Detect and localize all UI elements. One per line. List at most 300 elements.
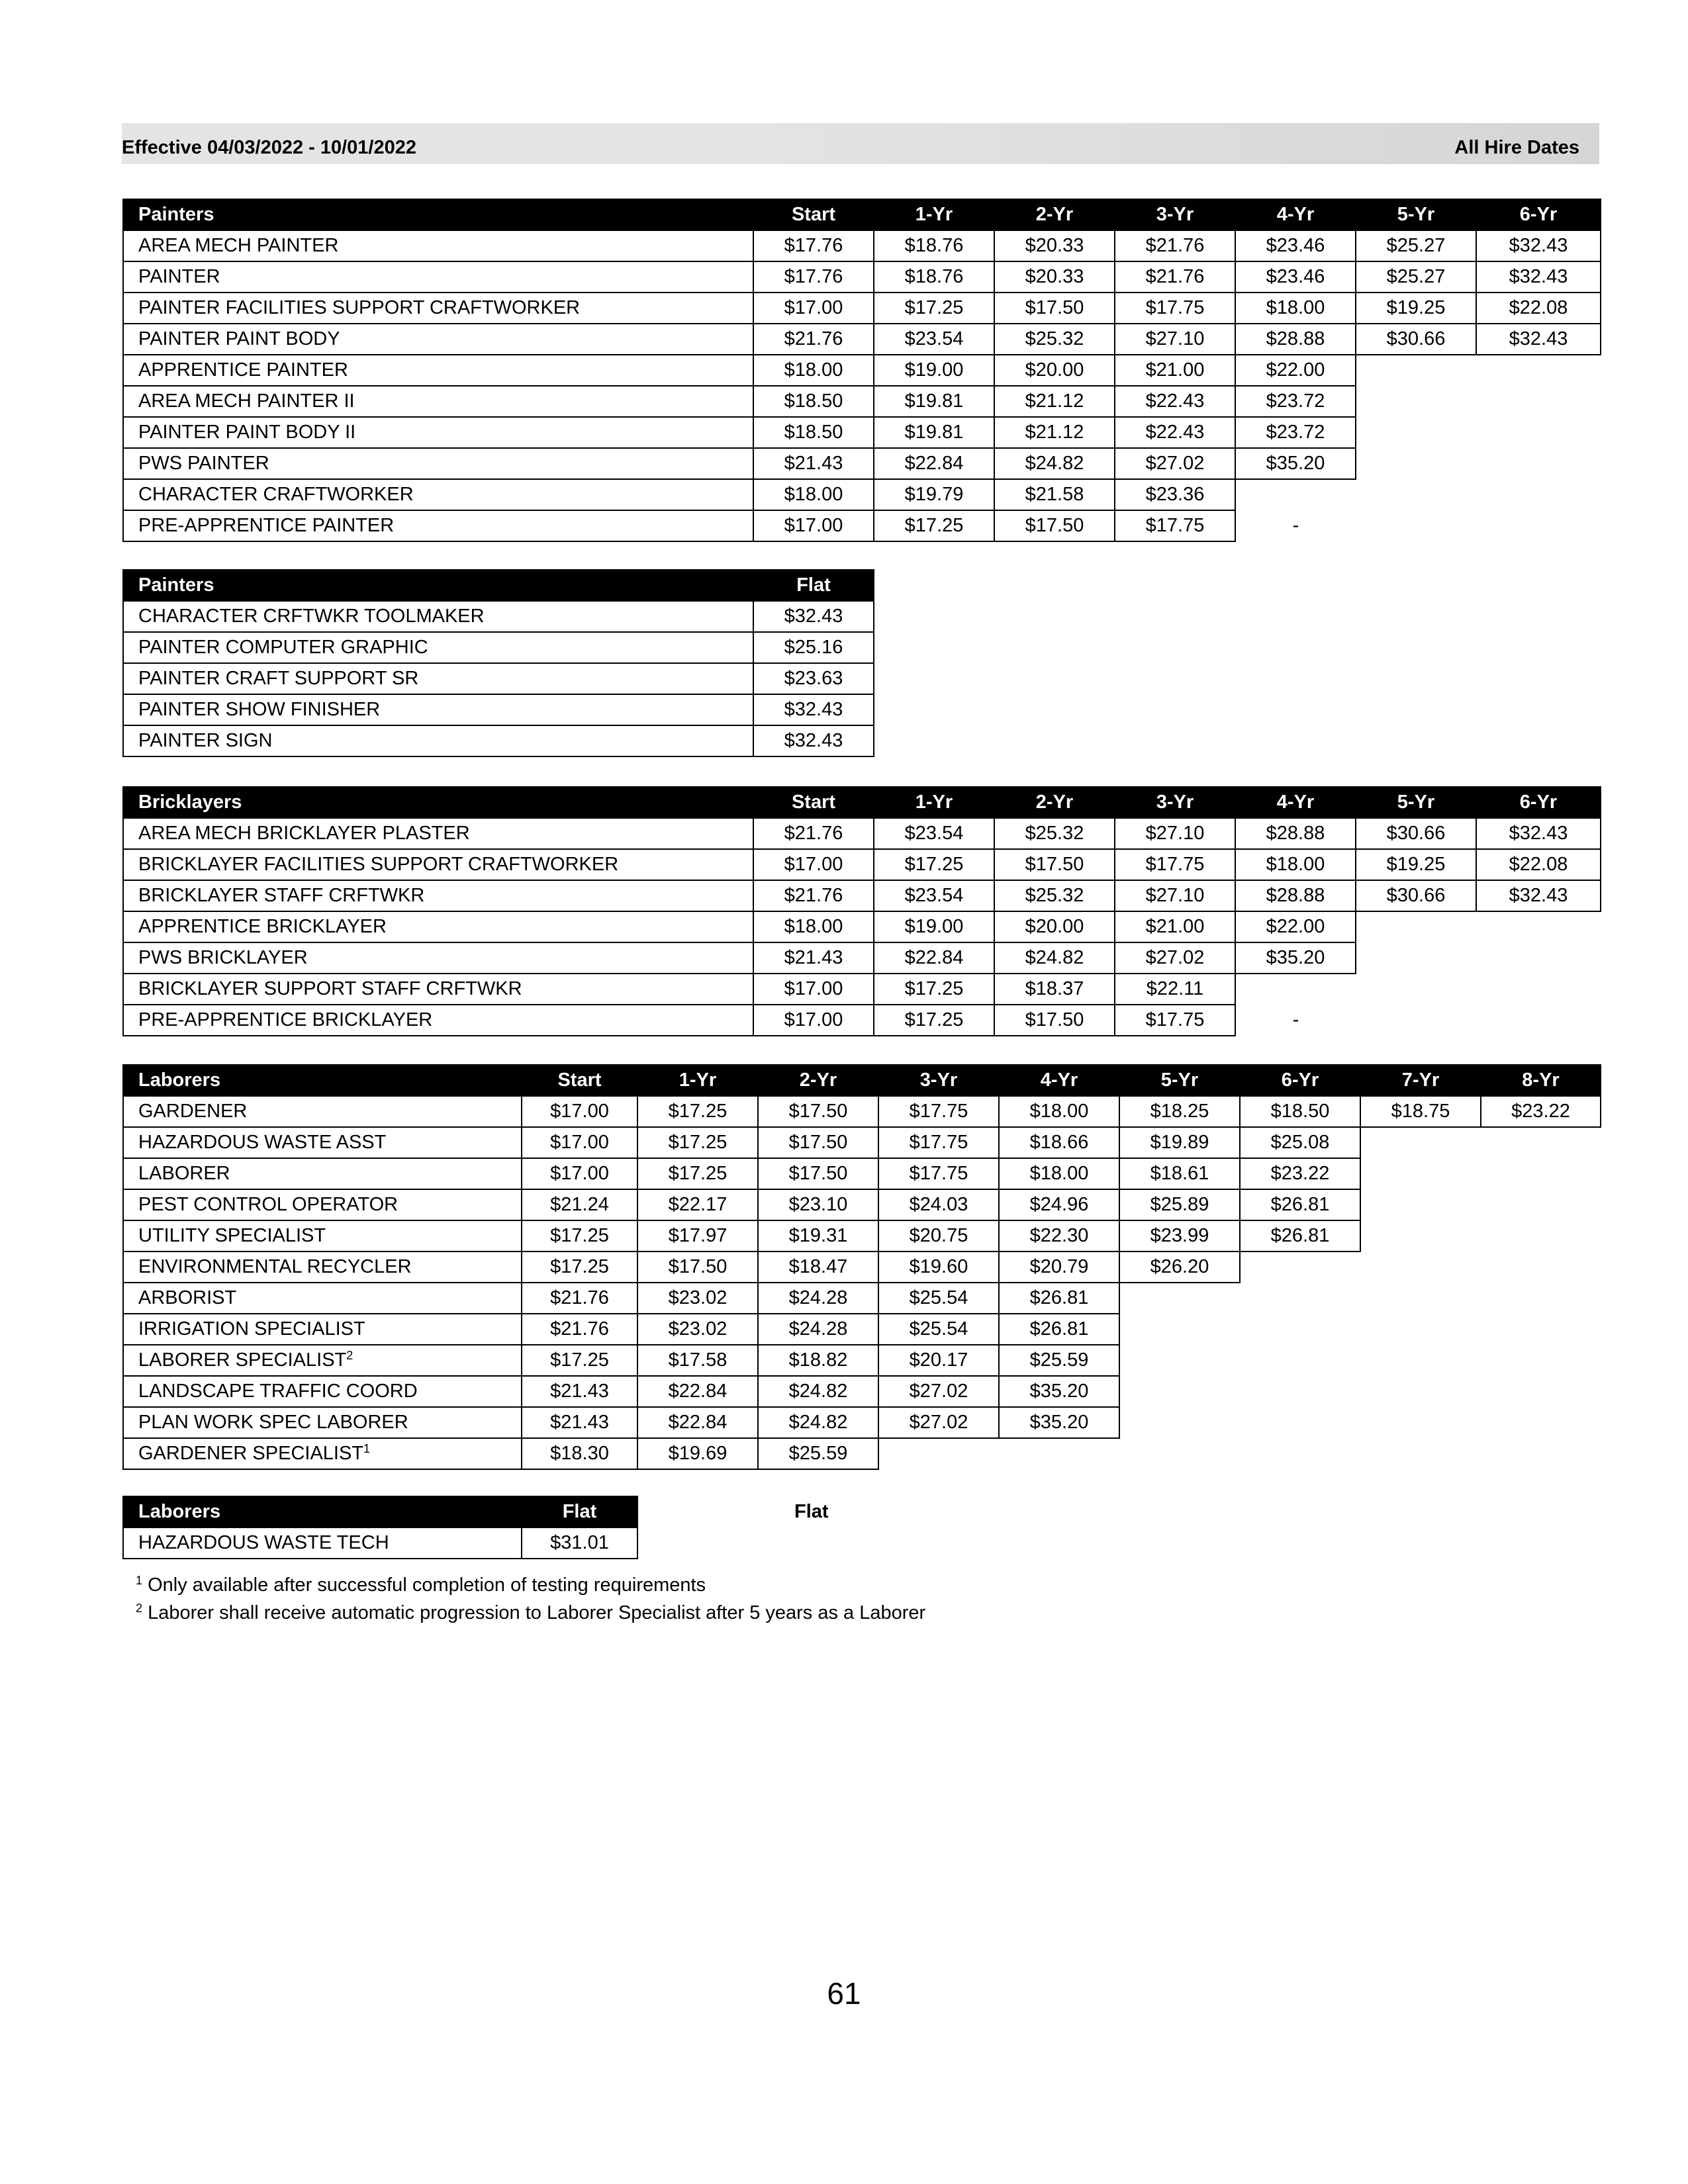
- wage-cell: $22.17: [637, 1189, 758, 1220]
- table-row: [123, 1407, 1601, 1438]
- wage-cell: $30.66: [1356, 880, 1476, 911]
- wage-cell: $17.00: [753, 974, 874, 1005]
- table-row: [123, 601, 874, 632]
- wage-cell: $23.99: [1119, 1220, 1240, 1251]
- wage-cell: $26.81: [1240, 1220, 1360, 1251]
- job-title: PEST CONTROL OPERATOR: [138, 1194, 399, 1215]
- wage-cell: $19.81: [874, 417, 994, 448]
- wage-cell: $23.72: [1235, 417, 1356, 448]
- empty-cell: [1476, 479, 1601, 510]
- wage-cell: $18.76: [874, 261, 994, 293]
- wage-cell: -: [1292, 1009, 1299, 1030]
- job-title: GARDENER SPECIALIST: [138, 1443, 364, 1464]
- empty-cell: [1476, 355, 1601, 386]
- page-number: 61: [827, 1976, 861, 2011]
- table-row: [123, 1251, 1601, 1283]
- job-title-cell: [123, 230, 753, 261]
- table-row: [123, 1220, 1601, 1251]
- job-title-cell: [123, 1376, 522, 1407]
- wage-cell: $23.63: [753, 663, 874, 694]
- job-title-cell: [123, 911, 753, 942]
- job-title: IRRIGATION SPECIALIST: [138, 1318, 365, 1340]
- wage-cell: $18.50: [1240, 1096, 1360, 1127]
- job-title-cell: [123, 1438, 522, 1469]
- job-title: LABORER: [138, 1163, 230, 1184]
- wage-cell: $20.75: [878, 1220, 999, 1251]
- painters-table: [122, 199, 1601, 542]
- column-header: 2-Yr: [994, 787, 1115, 818]
- empty-cell: [1356, 1005, 1476, 1036]
- empty-cell: [1481, 1127, 1601, 1158]
- wage-cell: $35.20: [1235, 942, 1356, 974]
- wage-cell: $17.00: [753, 1005, 874, 1036]
- empty-cell: [1360, 1438, 1481, 1469]
- empty-cell: [1476, 448, 1601, 479]
- wage-cell: $17.00: [753, 293, 874, 324]
- wage-cell: $32.43: [1476, 230, 1601, 261]
- wage-cell: $28.88: [1235, 818, 1356, 849]
- job-title-cell: [123, 479, 753, 510]
- table-row: [123, 1127, 1601, 1158]
- wage-cell: $17.50: [994, 510, 1115, 541]
- wage-cell: $19.81: [874, 386, 994, 417]
- wage-cell: $22.00: [1235, 355, 1356, 386]
- job-title-cell: [123, 417, 753, 448]
- wage-cell: $32.43: [753, 601, 874, 632]
- wage-cell: $31.01: [522, 1527, 637, 1559]
- wage-cell: $17.25: [874, 510, 994, 541]
- empty-cell: [1119, 1376, 1240, 1407]
- wage-cell: $23.46: [1235, 261, 1356, 293]
- table-row: [123, 324, 1601, 355]
- wage-cell: $17.50: [758, 1096, 878, 1127]
- job-title: BRICKLAYER SUPPORT STAFF CRFTWKR: [138, 978, 522, 999]
- column-header: Flat: [522, 1496, 637, 1527]
- wage-cell: $21.43: [753, 448, 874, 479]
- wage-cell: $20.79: [999, 1251, 1119, 1283]
- wage-cell: $21.76: [1115, 230, 1235, 261]
- wage-cell: $18.00: [1235, 849, 1356, 880]
- job-title-cell: [123, 1158, 522, 1189]
- wage-cell: $25.27: [1356, 261, 1476, 293]
- job-title: ENVIRONMENTAL RECYCLER: [138, 1256, 412, 1277]
- empty-cell: [1360, 1283, 1481, 1314]
- table-row: [123, 911, 1601, 942]
- empty-cell: [1360, 1158, 1481, 1189]
- footnote-2: [136, 1599, 925, 1627]
- column-header: 1-Yr: [874, 199, 994, 230]
- column-header: 4-Yr: [1235, 199, 1356, 230]
- wage-cell: $20.00: [994, 911, 1115, 942]
- wage-cell: $19.60: [878, 1251, 999, 1283]
- wage-cell: $26.81: [999, 1283, 1119, 1314]
- job-title: PAINTER FACILITIES SUPPORT CRAFTWORKER: [138, 297, 581, 318]
- wage-cell: $17.50: [758, 1158, 878, 1189]
- job-title: GARDENER: [138, 1101, 248, 1122]
- column-header: 5-Yr: [1356, 199, 1476, 230]
- empty-cell: [1481, 1407, 1601, 1438]
- job-title: PAINTER SIGN: [123, 725, 753, 756]
- wage-cell: $21.12: [994, 417, 1115, 448]
- job-title: PAINTER COMPUTER GRAPHIC: [123, 632, 753, 663]
- wage-cell: $22.43: [1115, 417, 1235, 448]
- wage-cell: $22.08: [1476, 293, 1601, 324]
- wage-cell: $27.02: [1115, 448, 1235, 479]
- empty-cell: [1481, 1189, 1601, 1220]
- wage-cell: $18.50: [753, 417, 874, 448]
- empty-cell: [1476, 911, 1601, 942]
- empty-cell: [1360, 1314, 1481, 1345]
- table-row: [123, 1096, 1601, 1127]
- job-title: HAZARDOUS WASTE ASST: [138, 1132, 387, 1153]
- wage-cell: $17.25: [874, 849, 994, 880]
- wage-cell: $21.76: [522, 1283, 637, 1314]
- empty-cell: [1235, 479, 1356, 510]
- empty-cell: [1356, 479, 1476, 510]
- job-title: HAZARDOUS WASTE TECH: [123, 1527, 522, 1559]
- wage-cell: $22.30: [999, 1220, 1119, 1251]
- wage-cell: $18.66: [999, 1127, 1119, 1158]
- empty-cell: [1481, 1345, 1601, 1376]
- footnote-ref: 2: [346, 1349, 353, 1362]
- wage-cell: $25.32: [994, 880, 1115, 911]
- empty-cell: [1356, 386, 1476, 417]
- wage-cell: $32.43: [1476, 324, 1601, 355]
- empty-cell: [1119, 1345, 1240, 1376]
- table-row: [123, 1345, 1601, 1376]
- wage-cell: $17.25: [637, 1158, 758, 1189]
- wage-cell: $18.00: [753, 911, 874, 942]
- table-row: [123, 448, 1601, 479]
- empty-cell: [1481, 1251, 1601, 1283]
- laborers-table: [122, 1064, 1601, 1470]
- wage-cell: $23.10: [758, 1189, 878, 1220]
- empty-cell: [1360, 1127, 1481, 1158]
- empty-cell: [1360, 1376, 1481, 1407]
- job-title: UTILITY SPECIALIST: [138, 1225, 326, 1246]
- job-title: PAINTER SHOW FINISHER: [123, 694, 753, 725]
- wage-cell: $19.79: [874, 479, 994, 510]
- job-title-cell: [123, 1005, 753, 1036]
- flat-side-label: Flat: [794, 1501, 829, 1522]
- table-row: [123, 230, 1601, 261]
- wage-cell: $18.47: [758, 1251, 878, 1283]
- empty-cell: [1356, 355, 1476, 386]
- table-row: [123, 1283, 1601, 1314]
- wage-cell: $23.02: [637, 1314, 758, 1345]
- wage-cell: $25.08: [1240, 1127, 1360, 1158]
- wage-cell: $26.20: [1119, 1251, 1240, 1283]
- wage-cell: $21.43: [522, 1407, 637, 1438]
- wage-cell: $17.00: [522, 1096, 637, 1127]
- wage-cell: $32.43: [1476, 880, 1601, 911]
- table-row: [123, 1189, 1601, 1220]
- empty-cell: [878, 1438, 999, 1469]
- hire-dates-label: All Hire Dates: [1454, 137, 1579, 158]
- column-header: Start: [753, 199, 874, 230]
- job-title: PWS PAINTER: [138, 453, 269, 474]
- wage-cell: $25.32: [994, 324, 1115, 355]
- empty-cell: [1119, 1314, 1240, 1345]
- empty-cell: [1235, 974, 1356, 1005]
- column-header: Start: [522, 1065, 637, 1096]
- job-title: PAINTER: [138, 266, 220, 287]
- empty-cell: [1356, 417, 1476, 448]
- wage-cell: $17.75: [878, 1127, 999, 1158]
- empty-cell: [1476, 417, 1601, 448]
- empty-cell: [1119, 1438, 1240, 1469]
- wage-cell: $21.76: [522, 1314, 637, 1345]
- job-title: PAINTER CRAFT SUPPORT SR: [123, 663, 753, 694]
- wage-cell: $20.00: [994, 355, 1115, 386]
- wage-cell: $24.28: [758, 1314, 878, 1345]
- job-title: PAINTER PAINT BODY II: [138, 422, 356, 443]
- wage-cell: $21.76: [753, 818, 874, 849]
- wage-cell: $19.25: [1356, 849, 1476, 880]
- wage-cell: $24.82: [758, 1407, 878, 1438]
- wage-cell: $17.25: [522, 1251, 637, 1283]
- wage-cell: $24.82: [994, 448, 1115, 479]
- wage-cell: $25.32: [994, 818, 1115, 849]
- wage-cell: $22.11: [1115, 974, 1235, 1005]
- wage-cell: $21.76: [1115, 261, 1235, 293]
- job-title-cell: [123, 942, 753, 974]
- table-row: [123, 1438, 1601, 1469]
- wage-cell: $17.00: [522, 1158, 637, 1189]
- wage-cell: $17.76: [753, 230, 874, 261]
- wage-cell: $27.10: [1115, 818, 1235, 849]
- wage-cell: $22.84: [874, 942, 994, 974]
- job-title: LANDSCAPE TRAFFIC COORD: [138, 1381, 418, 1402]
- wage-cell: $23.22: [1481, 1096, 1601, 1127]
- empty-cell: [1356, 448, 1476, 479]
- wage-cell: $22.84: [874, 448, 994, 479]
- wage-cell: $24.28: [758, 1283, 878, 1314]
- wage-cell: $28.88: [1235, 880, 1356, 911]
- table-row: [123, 261, 1601, 293]
- footnote-mark: 2: [136, 1602, 143, 1615]
- wage-cell: $18.25: [1119, 1096, 1240, 1127]
- table-row: [123, 880, 1601, 911]
- wage-cell: $21.00: [1115, 355, 1235, 386]
- column-header: Start: [753, 787, 874, 818]
- empty-cell: [999, 1438, 1119, 1469]
- job-title-cell: [123, 324, 753, 355]
- wage-cell: $35.20: [999, 1407, 1119, 1438]
- job-title-cell: [123, 1127, 522, 1158]
- wage-cell: $17.75: [1115, 1005, 1235, 1036]
- empty-cell: [1481, 1158, 1601, 1189]
- job-title: BRICKLAYER STAFF CRFTWKR: [138, 885, 425, 906]
- wage-cell: $24.03: [878, 1189, 999, 1220]
- job-title-cell: [123, 1251, 522, 1283]
- job-title-cell: [123, 974, 753, 1005]
- wage-cell: $19.25: [1356, 293, 1476, 324]
- empty-cell: [1356, 510, 1476, 541]
- empty-cell: [1240, 1376, 1360, 1407]
- wage-cell: $27.10: [1115, 324, 1235, 355]
- job-title-cell: [123, 1189, 522, 1220]
- table-row: [123, 386, 1601, 417]
- wage-cell: $26.81: [1240, 1189, 1360, 1220]
- wage-cell: $19.00: [874, 355, 994, 386]
- empty-cell: [1240, 1407, 1360, 1438]
- wage-cell: $27.02: [878, 1407, 999, 1438]
- empty-cell: [1119, 1283, 1240, 1314]
- wage-cell: $21.24: [522, 1189, 637, 1220]
- empty-cell: [1481, 1314, 1601, 1345]
- wage-cell: $21.43: [753, 942, 874, 974]
- wage-cell: $35.20: [1235, 448, 1356, 479]
- wage-cell: $30.66: [1356, 818, 1476, 849]
- footnote-mark: 1: [136, 1574, 143, 1587]
- wage-cell: $25.59: [758, 1438, 878, 1469]
- wage-cell: $23.36: [1115, 479, 1235, 510]
- wage-cell: $17.76: [753, 261, 874, 293]
- wage-cell: $18.00: [753, 479, 874, 510]
- column-header: 1-Yr: [637, 1065, 758, 1096]
- empty-cell: [1240, 1283, 1360, 1314]
- wage-cell: $21.12: [994, 386, 1115, 417]
- wage-cell: $18.00: [999, 1096, 1119, 1127]
- wage-cell: $25.54: [878, 1283, 999, 1314]
- job-title: ARBORIST: [138, 1287, 237, 1308]
- job-title: PLAN WORK SPEC LABORER: [138, 1412, 408, 1433]
- bricklayers-header-row: [123, 787, 1601, 818]
- column-header: 5-Yr: [1119, 1065, 1240, 1096]
- wage-cell: $17.97: [637, 1220, 758, 1251]
- wage-cell: $17.75: [878, 1096, 999, 1127]
- empty-cell: [1360, 1345, 1481, 1376]
- effective-dates: Effective 04/03/2022 - 10/01/2022: [122, 137, 416, 158]
- wage-cell: $23.22: [1240, 1158, 1360, 1189]
- job-title: BRICKLAYER FACILITIES SUPPORT CRAFTWORKER: [138, 854, 619, 875]
- job-title: PRE-APPRENTICE BRICKLAYER: [138, 1009, 433, 1030]
- empty-cell: [1360, 1220, 1481, 1251]
- empty-cell: [1240, 1314, 1360, 1345]
- table-row: [123, 632, 874, 663]
- footnote-ref: 1: [363, 1442, 371, 1455]
- table-row: [123, 1376, 1601, 1407]
- empty-cell: [1481, 1376, 1601, 1407]
- job-title-cell: [123, 261, 753, 293]
- column-header: 1-Yr: [874, 787, 994, 818]
- table-row: [123, 942, 1601, 974]
- wage-cell: $27.02: [878, 1376, 999, 1407]
- wage-cell: $22.00: [1235, 911, 1356, 942]
- table-row: [123, 974, 1601, 1005]
- wage-cell: -: [1292, 515, 1299, 536]
- wage-cell: $23.54: [874, 880, 994, 911]
- footnote-text: Only available after successful completion of testing requirements: [142, 1574, 706, 1596]
- table-row: [123, 417, 1601, 448]
- table-title: Painters: [123, 199, 753, 230]
- empty-cell: [1356, 911, 1476, 942]
- job-title: APPRENTICE BRICKLAYER: [138, 916, 387, 937]
- wage-cell: $25.27: [1356, 230, 1476, 261]
- laborers-flat-table: [122, 1496, 638, 1559]
- job-title-cell: [123, 355, 753, 386]
- empty-cell: [1240, 1251, 1360, 1283]
- wage-cell: $17.25: [874, 293, 994, 324]
- wage-cell: $17.50: [994, 1005, 1115, 1036]
- empty-cell: [1476, 974, 1601, 1005]
- wage-cell: $18.76: [874, 230, 994, 261]
- wage-cell: $23.54: [874, 818, 994, 849]
- wage-cell: $22.84: [637, 1407, 758, 1438]
- wage-cell: $18.00: [999, 1158, 1119, 1189]
- job-title-cell: [123, 818, 753, 849]
- wage-cell: $24.96: [999, 1189, 1119, 1220]
- footnotes: [136, 1571, 925, 1627]
- table-row: [123, 663, 874, 694]
- wage-cell: $17.25: [522, 1220, 637, 1251]
- job-title: AREA MECH PAINTER II: [138, 390, 355, 412]
- column-header: 2-Yr: [758, 1065, 878, 1096]
- wage-cell: $23.54: [874, 324, 994, 355]
- column-header: 3-Yr: [1115, 787, 1235, 818]
- wage-cell: $35.20: [999, 1376, 1119, 1407]
- laborers-flat-header-row: [123, 1496, 637, 1527]
- wage-cell: $21.76: [753, 880, 874, 911]
- table-row: [123, 355, 1601, 386]
- wage-cell: $21.00: [1115, 911, 1235, 942]
- table-row: [123, 1158, 1601, 1189]
- empty-cell: [1240, 1438, 1360, 1469]
- job-title: AREA MECH BRICKLAYER PLASTER: [138, 823, 470, 844]
- table-row: [123, 694, 874, 725]
- wage-cell: $17.00: [753, 849, 874, 880]
- wage-cell: $18.61: [1119, 1158, 1240, 1189]
- column-header: Flat: [753, 570, 874, 601]
- table-title: Laborers: [123, 1496, 522, 1527]
- wage-cell: $25.16: [753, 632, 874, 663]
- wage-cell: $22.43: [1115, 386, 1235, 417]
- column-header: 3-Yr: [1115, 199, 1235, 230]
- wage-cell: $23.46: [1235, 230, 1356, 261]
- table-row: [123, 510, 1601, 541]
- wage-cell: $19.31: [758, 1220, 878, 1251]
- wage-cell: $26.81: [999, 1314, 1119, 1345]
- wage-cell: $17.25: [637, 1127, 758, 1158]
- column-header: 4-Yr: [999, 1065, 1119, 1096]
- empty-cell: [1476, 942, 1601, 974]
- job-title-cell: [123, 1407, 522, 1438]
- job-title-cell: [123, 849, 753, 880]
- column-header: 4-Yr: [1235, 787, 1356, 818]
- wage-cell: $18.82: [758, 1345, 878, 1376]
- job-title: PAINTER PAINT BODY: [138, 328, 340, 349]
- job-title-cell: [123, 1283, 522, 1314]
- wage-cell: $17.75: [878, 1158, 999, 1189]
- job-title: CHARACTER CRFTWKR TOOLMAKER: [123, 601, 753, 632]
- wage-cell: $17.50: [994, 849, 1115, 880]
- laborers-header-row: [123, 1065, 1601, 1096]
- wage-cell: $32.43: [1476, 261, 1601, 293]
- column-header: 3-Yr: [878, 1065, 999, 1096]
- column-header: 6-Yr: [1476, 199, 1601, 230]
- wage-cell: $25.59: [999, 1345, 1119, 1376]
- job-title: PRE-APPRENTICE PAINTER: [138, 515, 395, 536]
- wage-cell: $18.00: [753, 355, 874, 386]
- painters-header-row: [123, 199, 1601, 230]
- wage-cell: $17.58: [637, 1345, 758, 1376]
- table-title: Painters: [123, 570, 753, 601]
- footnote-text: Laborer shall receive automatic progression to Laborer Specialist after 5 years as a Laborer: [142, 1602, 926, 1623]
- job-title-cell: [123, 386, 753, 417]
- wage-cell: $18.30: [522, 1438, 637, 1469]
- table-row: [123, 1005, 1601, 1036]
